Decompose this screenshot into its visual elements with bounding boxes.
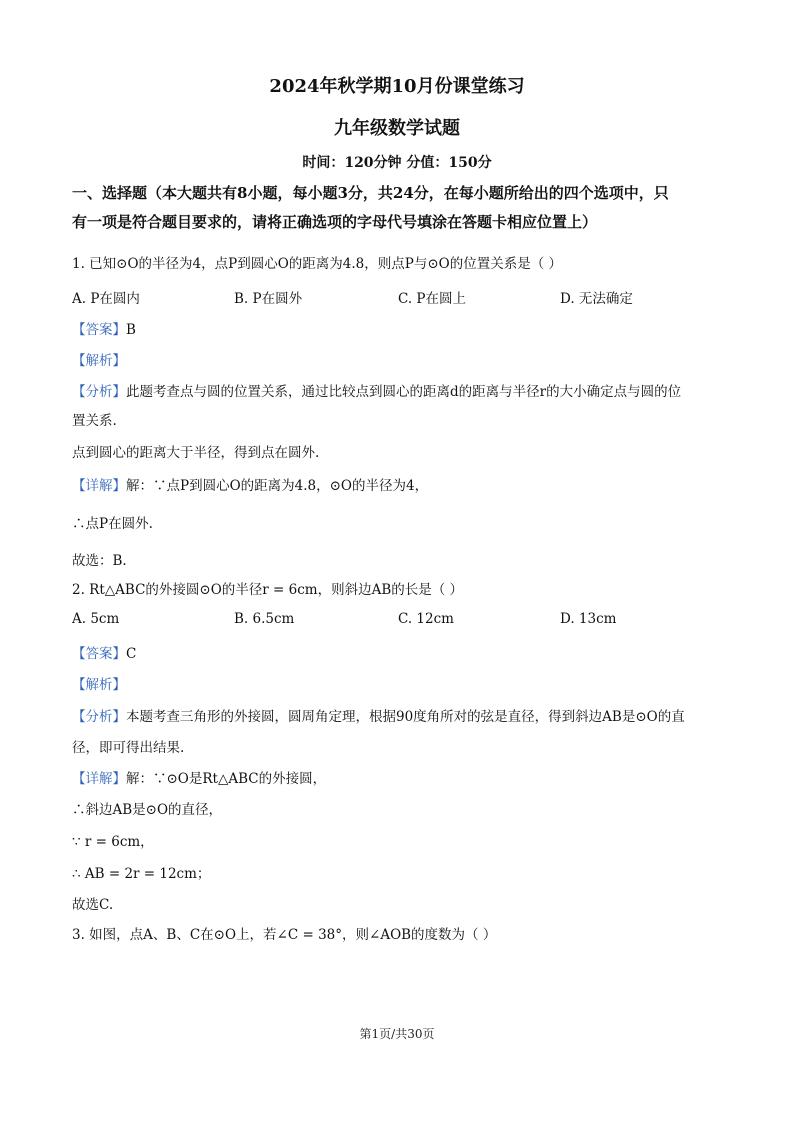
q1-stem: 1. 已知⊙O的半径为4，点P到圆心O的距离为4.8，则点P与⊙O的位置关系是（ ） [72,256,563,272]
answer-tag: 【答案】 [72,646,126,662]
q1-detail-line1 [72,474,428,494]
q1-fenxi-text: 此题考查点与圆的位置关系，通过比较点到圆心的距离d的距离与半径r的大小确定点与圆的位 [126,384,682,400]
section-heading-line2: 有一项是符合题目要求的，请将正确选项的字母代号填涂在答题卡相应位置上） [72,213,598,231]
q2-detail-text: 解：∵⊙O是Rt△ABC的外接圆， [126,771,327,787]
exam-subtitle: 九年级数学试题 [334,118,460,139]
q1-answer [72,318,136,338]
answer-tag: 【答案】 [72,322,126,338]
page-number: 第1页/共30页 [359,1027,435,1041]
q1-detail-text: 解：∵点P到圆心O的距离为4.8，⊙O的半径为4， [126,478,429,494]
q2-fenxi-line2: 径，即可得出结果. [72,740,185,756]
q1-answer-value: B [126,322,136,338]
q2-detail-line1 [72,767,326,787]
detail-tag: 【详解】 [72,478,126,494]
exam-meta: 时间：120分钟 分值：150分 [302,155,492,171]
q2-analysis-tag: 【解析】 [72,677,126,693]
q1-detail-line2: ∴点P在圆外. [72,516,153,532]
q2-fenxi-text: 本题考查三角形的外接圆，圆周角定理，根据90度角所对的弦是直径，得到斜边AB是⊙O的直 [126,709,685,725]
fenxi-tag: 【分析】 [72,384,126,400]
q2-answer-value: C [126,646,137,662]
q2-stem: 2. Rt△ABC的外接圆⊙O的半径r = 6cm，则斜边AB的长是（ ） [72,582,464,598]
q1-fenxi-line2: 置关系. [72,413,117,429]
q1-option-c: C. P在圆上 [398,291,467,307]
q1-option-b: B. P在圆外 [234,291,303,307]
q2-option-a: A. 5cm [72,611,120,627]
detail-tag: 【详解】 [72,771,126,787]
fenxi-tag: 【分析】 [72,709,126,725]
q2-option-d: D. 13cm [560,611,617,627]
q1-fenxi-line3: 点到圆心的距离大于半径，得到点在圆外. [72,445,320,461]
q2-detail-line4: ∴ AB = 2r = 12cm； [72,866,211,882]
q1-conclusion: 故选：B. [72,553,127,569]
q2-fenxi-line1 [72,705,685,725]
q1-analysis-tag: 【解析】 [72,353,126,369]
q2-conclusion: 故选C. [72,897,114,913]
q1-option-d: D. 无法确定 [560,291,633,307]
exam-title: 2024年秋学期10月份课堂练习 [269,76,525,97]
q3-stem: 3. 如图，点A、B、C在⊙O上，若∠C = 38°，则∠AOB的度数为（ ） [72,927,497,943]
q2-option-b: B. 6.5cm [234,611,295,627]
q2-detail-line3: ∵ r = 6cm， [72,834,154,850]
q2-detail-line2: ∴斜边AB是⊙O的直径， [72,802,223,818]
q2-answer [72,642,136,662]
q2-option-c: C. 12cm [398,611,454,627]
q1-option-a: A. P在圆内 [72,291,140,307]
section-heading-line1: 一、选择题（本大题共有8小题，每小题3分，共24分，在每小题所给出的四个选项中，只 [72,184,669,202]
q1-fenxi-line1 [72,380,681,400]
